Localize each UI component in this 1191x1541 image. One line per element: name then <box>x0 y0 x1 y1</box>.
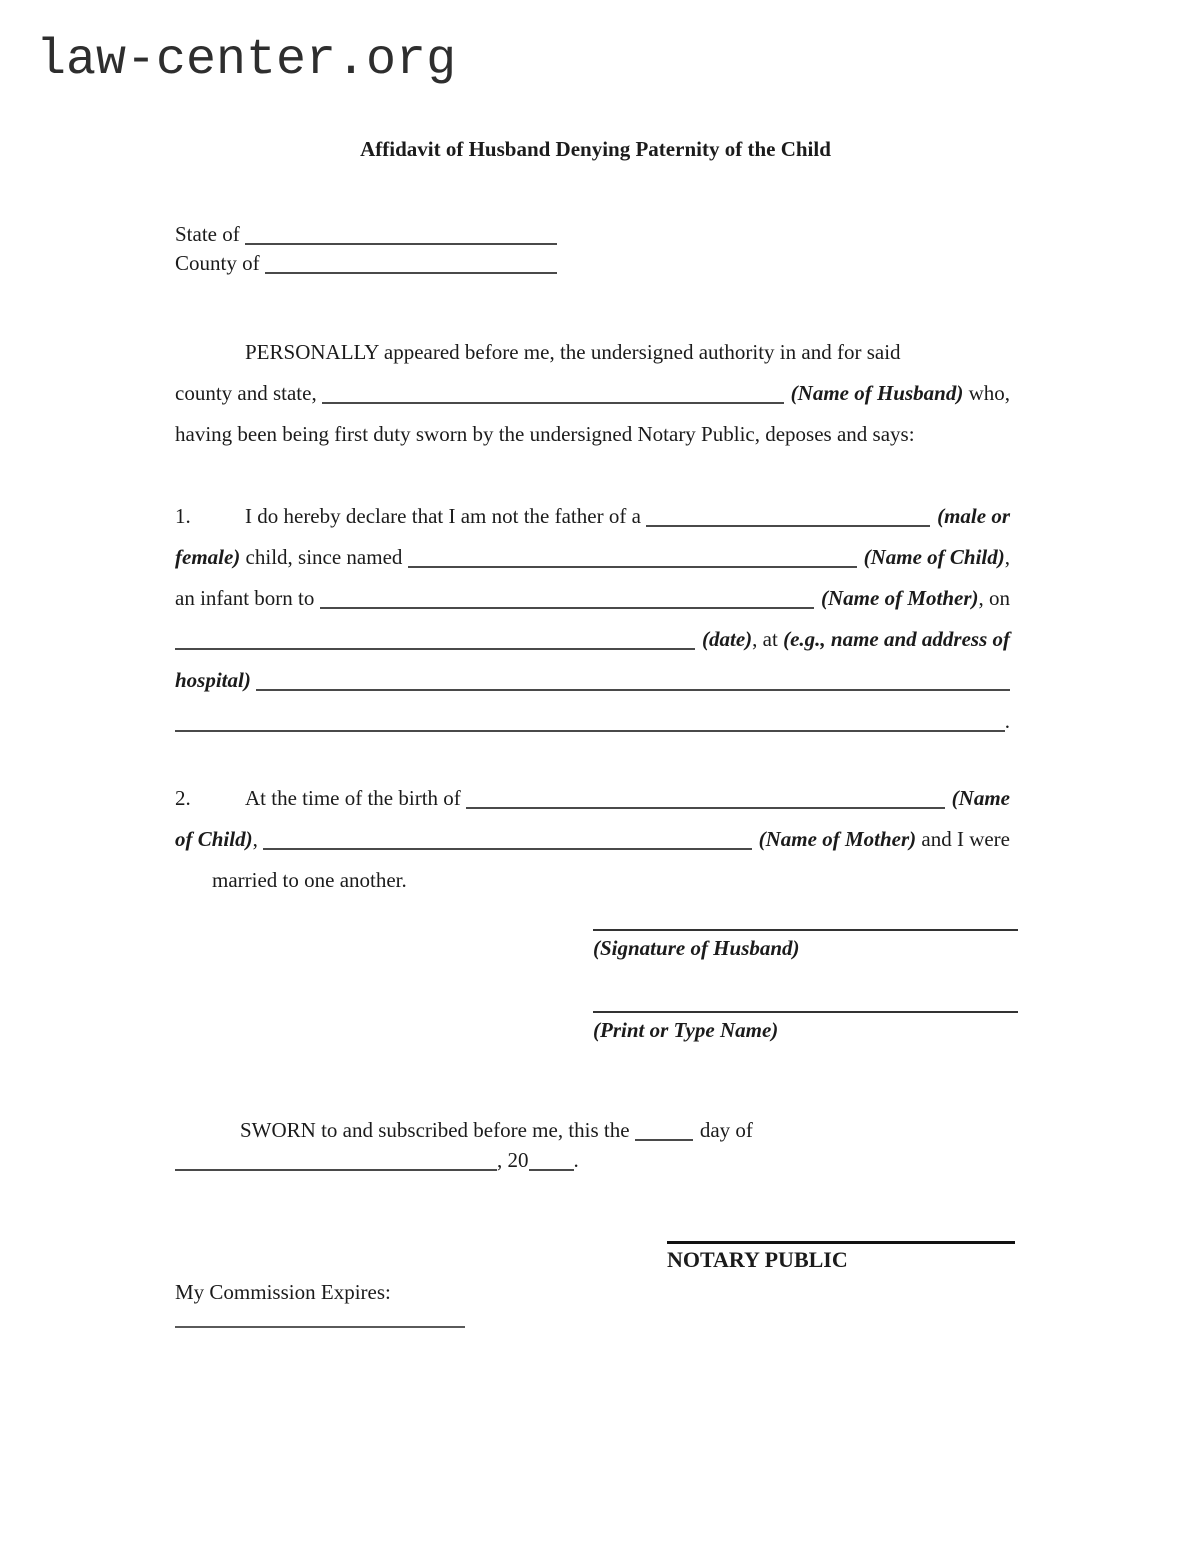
sworn-day-blank-field <box>635 1139 693 1141</box>
child-name-hint: (Name of Child) <box>863 545 1005 569</box>
child-name-blank-field-2 <box>466 807 945 809</box>
document-title: Affidavit of Husband Denying Paternity of the Child <box>360 137 831 161</box>
item-2-paragraph <box>175 778 1010 901</box>
commission-expires-blank-field <box>175 1326 465 1328</box>
intro-text-1: PERSONALLY appeared before me, the undersigned authority in and for said <box>245 340 901 364</box>
sworn-year-blank-field <box>529 1169 574 1171</box>
item-1-number: 1. <box>175 504 191 528</box>
child-name-blank-field <box>408 566 857 568</box>
print-name-line <box>593 1011 1018 1013</box>
date-hint: (date) <box>702 627 753 651</box>
husband-name-blank-field <box>322 402 784 404</box>
notary-public-label: NOTARY PUBLIC <box>667 1247 848 1272</box>
husband-name-hint: (Name of Husband) <box>790 381 964 405</box>
item-1-text-2: child, since named <box>240 545 408 569</box>
item-2-line-2 <box>175 819 1010 860</box>
site-logo: law-center.org <box>36 32 457 89</box>
commission-expires-label: My Commission Expires: <box>175 1280 391 1304</box>
hospital-hint-a: (e.g., name and address of <box>783 627 1010 651</box>
notary-block <box>667 1241 1015 1275</box>
sworn-text-3: , 20 <box>497 1148 529 1172</box>
item-2-line-1 <box>175 778 1010 819</box>
sworn-month-blank-field <box>175 1169 497 1171</box>
item-1-paragraph <box>175 496 1010 742</box>
sworn-text-4: . <box>573 1148 579 1172</box>
hospital-blank-field-2 <box>175 730 1005 732</box>
item-2-text-2: , <box>252 827 264 851</box>
intro-line-3 <box>175 414 1010 455</box>
item-1-text-7: . <box>1004 709 1010 733</box>
county-of-line <box>175 249 557 278</box>
intro-text-3: who, <box>963 381 1010 405</box>
mother-name-hint: (Name of Mother) <box>821 586 979 610</box>
item-1-line-3 <box>175 578 1010 619</box>
county-of-label: County of <box>175 251 265 275</box>
item-1-line-2 <box>175 537 1010 578</box>
mother-name-blank-field <box>320 607 814 609</box>
item-2-line-3 <box>175 860 1010 901</box>
child-sex-hint-b: female) <box>175 545 241 569</box>
item-1-line-6 <box>175 701 1010 742</box>
mother-name-blank-field-2 <box>263 848 752 850</box>
mother-name-hint-2: (Name of Mother) <box>758 827 917 851</box>
husband-signature-line <box>593 929 1018 931</box>
intro-line-1 <box>175 332 1010 373</box>
item-2-text-3: and I were <box>916 827 1010 851</box>
item-1-line-1 <box>175 496 1010 537</box>
item-2-number: 2. <box>175 786 191 810</box>
item-2-text-1: At the time of the birth of <box>245 786 467 810</box>
item-1-text-1: I do hereby declare that I am not the father of a <box>245 504 647 528</box>
venue-block <box>175 220 557 278</box>
sworn-paragraph <box>175 1115 1010 1175</box>
document-body <box>175 220 1010 1328</box>
sworn-text-2: day of <box>699 1118 753 1142</box>
state-blank-field <box>245 243 557 245</box>
item-1-text-5: , on <box>978 586 1010 610</box>
intro-text-2: county and state, <box>175 381 322 405</box>
intro-paragraph <box>175 332 1010 455</box>
county-blank-field <box>265 272 557 274</box>
item-1-text-6: , at <box>752 627 784 651</box>
date-blank-field <box>175 648 695 650</box>
sworn-text-1: SWORN to and subscribed before me, this the <box>240 1118 635 1142</box>
intro-line-2 <box>175 373 1010 414</box>
item-1-line-5 <box>175 660 1010 701</box>
hospital-hint-b: hospital) <box>175 668 257 692</box>
sworn-line-1 <box>175 1115 1010 1145</box>
hospital-blank-field-1 <box>256 689 1010 691</box>
state-of-label: State of <box>175 222 245 246</box>
child-sex-hint-a: (male or <box>937 504 1010 528</box>
child-sex-blank-field <box>646 525 930 527</box>
child-name-hint-2b: of Child) <box>175 827 253 851</box>
signature-of-husband-label: (Signature of Husband) <box>593 936 800 960</box>
print-or-type-name-label: (Print or Type Name) <box>593 1018 779 1042</box>
item-1-line-4 <box>175 619 1010 660</box>
child-name-hint-2a: (Name <box>951 786 1010 810</box>
item-1-text-3: , <box>1004 545 1010 569</box>
notary-signature-line <box>667 1241 1015 1244</box>
item-2-text-4: married to one another. <box>212 868 407 892</box>
state-of-line <box>175 220 557 249</box>
item-1-text-4: an infant born to <box>175 586 320 610</box>
sworn-line-2 <box>175 1145 1010 1175</box>
intro-text-4: having been being first duty sworn by the undersigned Notary Public, deposes and says: <box>175 422 915 446</box>
signature-block <box>593 929 1018 1045</box>
